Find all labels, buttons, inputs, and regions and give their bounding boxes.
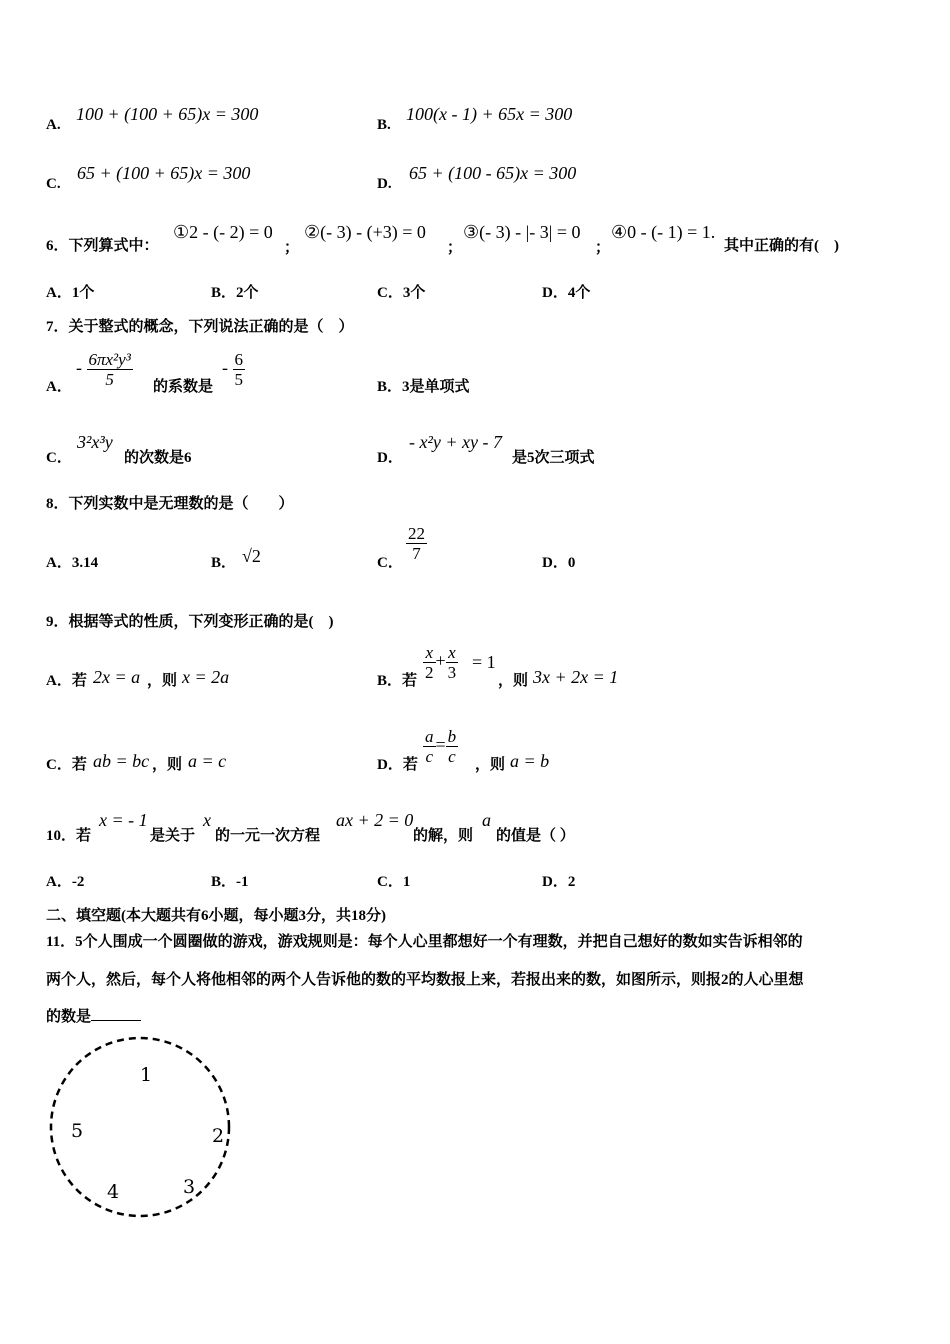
q9-c-mid: ，则 — [152, 757, 183, 773]
q10-part-2: 是关于 — [150, 828, 196, 844]
q9-stem: 9．根据等式的性质，下列变形正确的是( ) — [46, 614, 334, 630]
plus: + — [435, 650, 446, 671]
q7-option-d-expr: - x²y + xy - 7 — [409, 432, 502, 452]
q9-b-expr2: 3x + 2x = 1 — [533, 667, 619, 687]
q5-option-c-expr: 65 + (100 + 65)x = 300 — [77, 163, 251, 183]
fraction — [446, 727, 459, 766]
q10-part-3: 的一元一次方程 — [215, 828, 321, 844]
q7-option-a-label: A． — [46, 379, 72, 395]
q10-part-1: 10．若 — [46, 828, 92, 844]
q8-option-a: A．3.14 — [46, 555, 99, 571]
q8-option-b-label: B． — [211, 555, 237, 571]
section-heading: 二、填空题(本大题共有6小题，每小题3分，共18分) — [46, 908, 386, 924]
q6-sep: ； — [447, 240, 463, 256]
q6-item-3: ③(- 3) - |- 3| = 0 — [463, 222, 581, 242]
q7-a-fraction — [87, 350, 133, 389]
q8-option-b-expr: √2 — [242, 546, 261, 566]
denominator: 2 — [425, 663, 434, 682]
q9-c-expr1: ab = bc — [93, 751, 150, 771]
circle-number-1: 1 — [140, 1064, 153, 1086]
q7-option-c-text: 的次数是6 — [124, 450, 192, 466]
q9-a-expr1: 2x = a — [93, 667, 141, 687]
q10-math-3: ax + 2 = 0 — [336, 810, 414, 830]
q5-option-d-expr: 65 + (100 - 65)x = 300 — [409, 163, 577, 183]
numerator: x — [446, 643, 459, 663]
q10-math-4: a — [482, 810, 491, 830]
q8-c-fraction — [406, 524, 427, 563]
denominator: 3 — [447, 663, 457, 682]
q9-a-mid: ，则 — [147, 673, 178, 689]
q6-stem: 6．下列算式中： — [46, 238, 159, 254]
q7-a-fraction-2 — [233, 350, 246, 389]
q8-option-c-label: C． — [377, 555, 403, 571]
denominator: c — [425, 747, 434, 766]
numerator: b — [447, 727, 457, 746]
denominator: 5 — [234, 370, 243, 389]
numerator: 22 — [408, 524, 425, 543]
q9-c-expr2: a = c — [188, 751, 227, 771]
denominator: 7 — [412, 544, 421, 563]
q7-option-c-label: C． — [46, 450, 72, 466]
q6-item-1: ①2 - (- 2) = 0 — [173, 222, 273, 242]
q11-line-3-text: 的数是 — [46, 1009, 92, 1025]
fraction — [423, 643, 436, 682]
q10-option-b: B．-1 — [211, 874, 249, 890]
q9-option-b-label: B．若 — [377, 673, 418, 689]
q5-option-a-label: A. — [46, 117, 61, 133]
circle-number-4: 4 — [107, 1181, 120, 1203]
q9-d-expr2: a = b — [510, 751, 550, 771]
q5-option-d-label: D. — [377, 176, 392, 192]
q6-option-d: D．4个 — [542, 285, 591, 301]
q10-option-a: A．-2 — [46, 874, 85, 890]
q9-b-eq: = 1 — [472, 652, 496, 672]
q6-option-b: B．2个 — [211, 285, 259, 301]
circle-number-2: 2 — [212, 1125, 225, 1147]
q9-option-d-label: D．若 — [377, 757, 418, 773]
q8-option-d: D．0 — [542, 555, 576, 571]
q10-part-5: 的值是（ ） — [496, 828, 575, 844]
q6-option-a: A．1个 — [46, 285, 95, 301]
q7-option-d-label: D． — [377, 450, 403, 466]
q7-option-d-text: 是5次三项式 — [512, 450, 595, 466]
answer-blank[interactable] — [91, 1006, 141, 1021]
fraction — [446, 643, 459, 682]
q6-sep: ； — [284, 240, 300, 256]
q6-tail: 其中正确的有( ) — [724, 238, 839, 254]
q6-item-2: ②(- 3) - (+3) = 0 — [304, 222, 426, 242]
numerator: 6πx²y³ — [88, 350, 131, 369]
minus-sign: - — [222, 357, 233, 378]
q9-d-mid: ，则 — [475, 757, 506, 773]
q9-a-expr2: x = 2a — [182, 667, 230, 687]
minus-sign: - — [76, 357, 87, 378]
q11-line-1: 11．5个人围成一个圆圈做的游戏，游戏规则是：每个人心里都想好一个有理数，并把自己想好的数如实告诉相邻的 — [46, 934, 803, 950]
numerator: 6 — [234, 350, 243, 369]
numerator: a — [425, 727, 434, 746]
q5-option-c-label: C. — [46, 176, 61, 192]
q9-option-a-label: A．若 — [46, 673, 87, 689]
numerator: x — [423, 643, 436, 663]
q10-option-c: C．1 — [377, 874, 411, 890]
q11-line-3 — [46, 1005, 141, 1026]
q5-option-b-expr: 100(x - 1) + 65x = 300 — [406, 104, 573, 124]
q7-option-b: B．3是单项式 — [377, 379, 470, 395]
q5-option-b-label: B. — [377, 117, 391, 133]
q10-math-2: x — [203, 810, 211, 830]
q8-stem: 8．下列实数中是无理数的是（ ） — [46, 496, 294, 512]
q6-option-c: C．3个 — [377, 285, 426, 301]
q7-stem: 7．关于整式的概念，下列说法正确的是（ ） — [46, 319, 354, 335]
q10-option-d: D．2 — [542, 874, 576, 890]
q6-item-4: ④0 - (- 1) = 1. — [611, 222, 716, 242]
denominator: 5 — [105, 370, 114, 389]
q7-option-a-text: 的系数是 — [153, 379, 214, 395]
denominator: c — [448, 747, 456, 766]
q9-option-c-label: C．若 — [46, 757, 87, 773]
q7-option-c-expr: 3²x³y — [77, 432, 113, 452]
q5-option-a-expr: 100 + (100 + 65)x = 300 — [76, 104, 259, 124]
equals: = — [435, 734, 446, 755]
circle-number-3: 3 — [183, 1176, 196, 1198]
q11-line-2: 两个人，然后，每个人将他相邻的两个人告诉他的数的平均数报上来，若报出来的数，如图所示，则报2的人心里想 — [46, 972, 804, 988]
q6-sep: ； — [595, 240, 611, 256]
q9-b-mid: ，则 — [498, 673, 529, 689]
fraction — [423, 727, 436, 766]
q10-math-1: x = - 1 — [99, 810, 148, 830]
q10-part-4: 的解，则 — [413, 828, 474, 844]
circle-number-5: 5 — [71, 1120, 84, 1142]
